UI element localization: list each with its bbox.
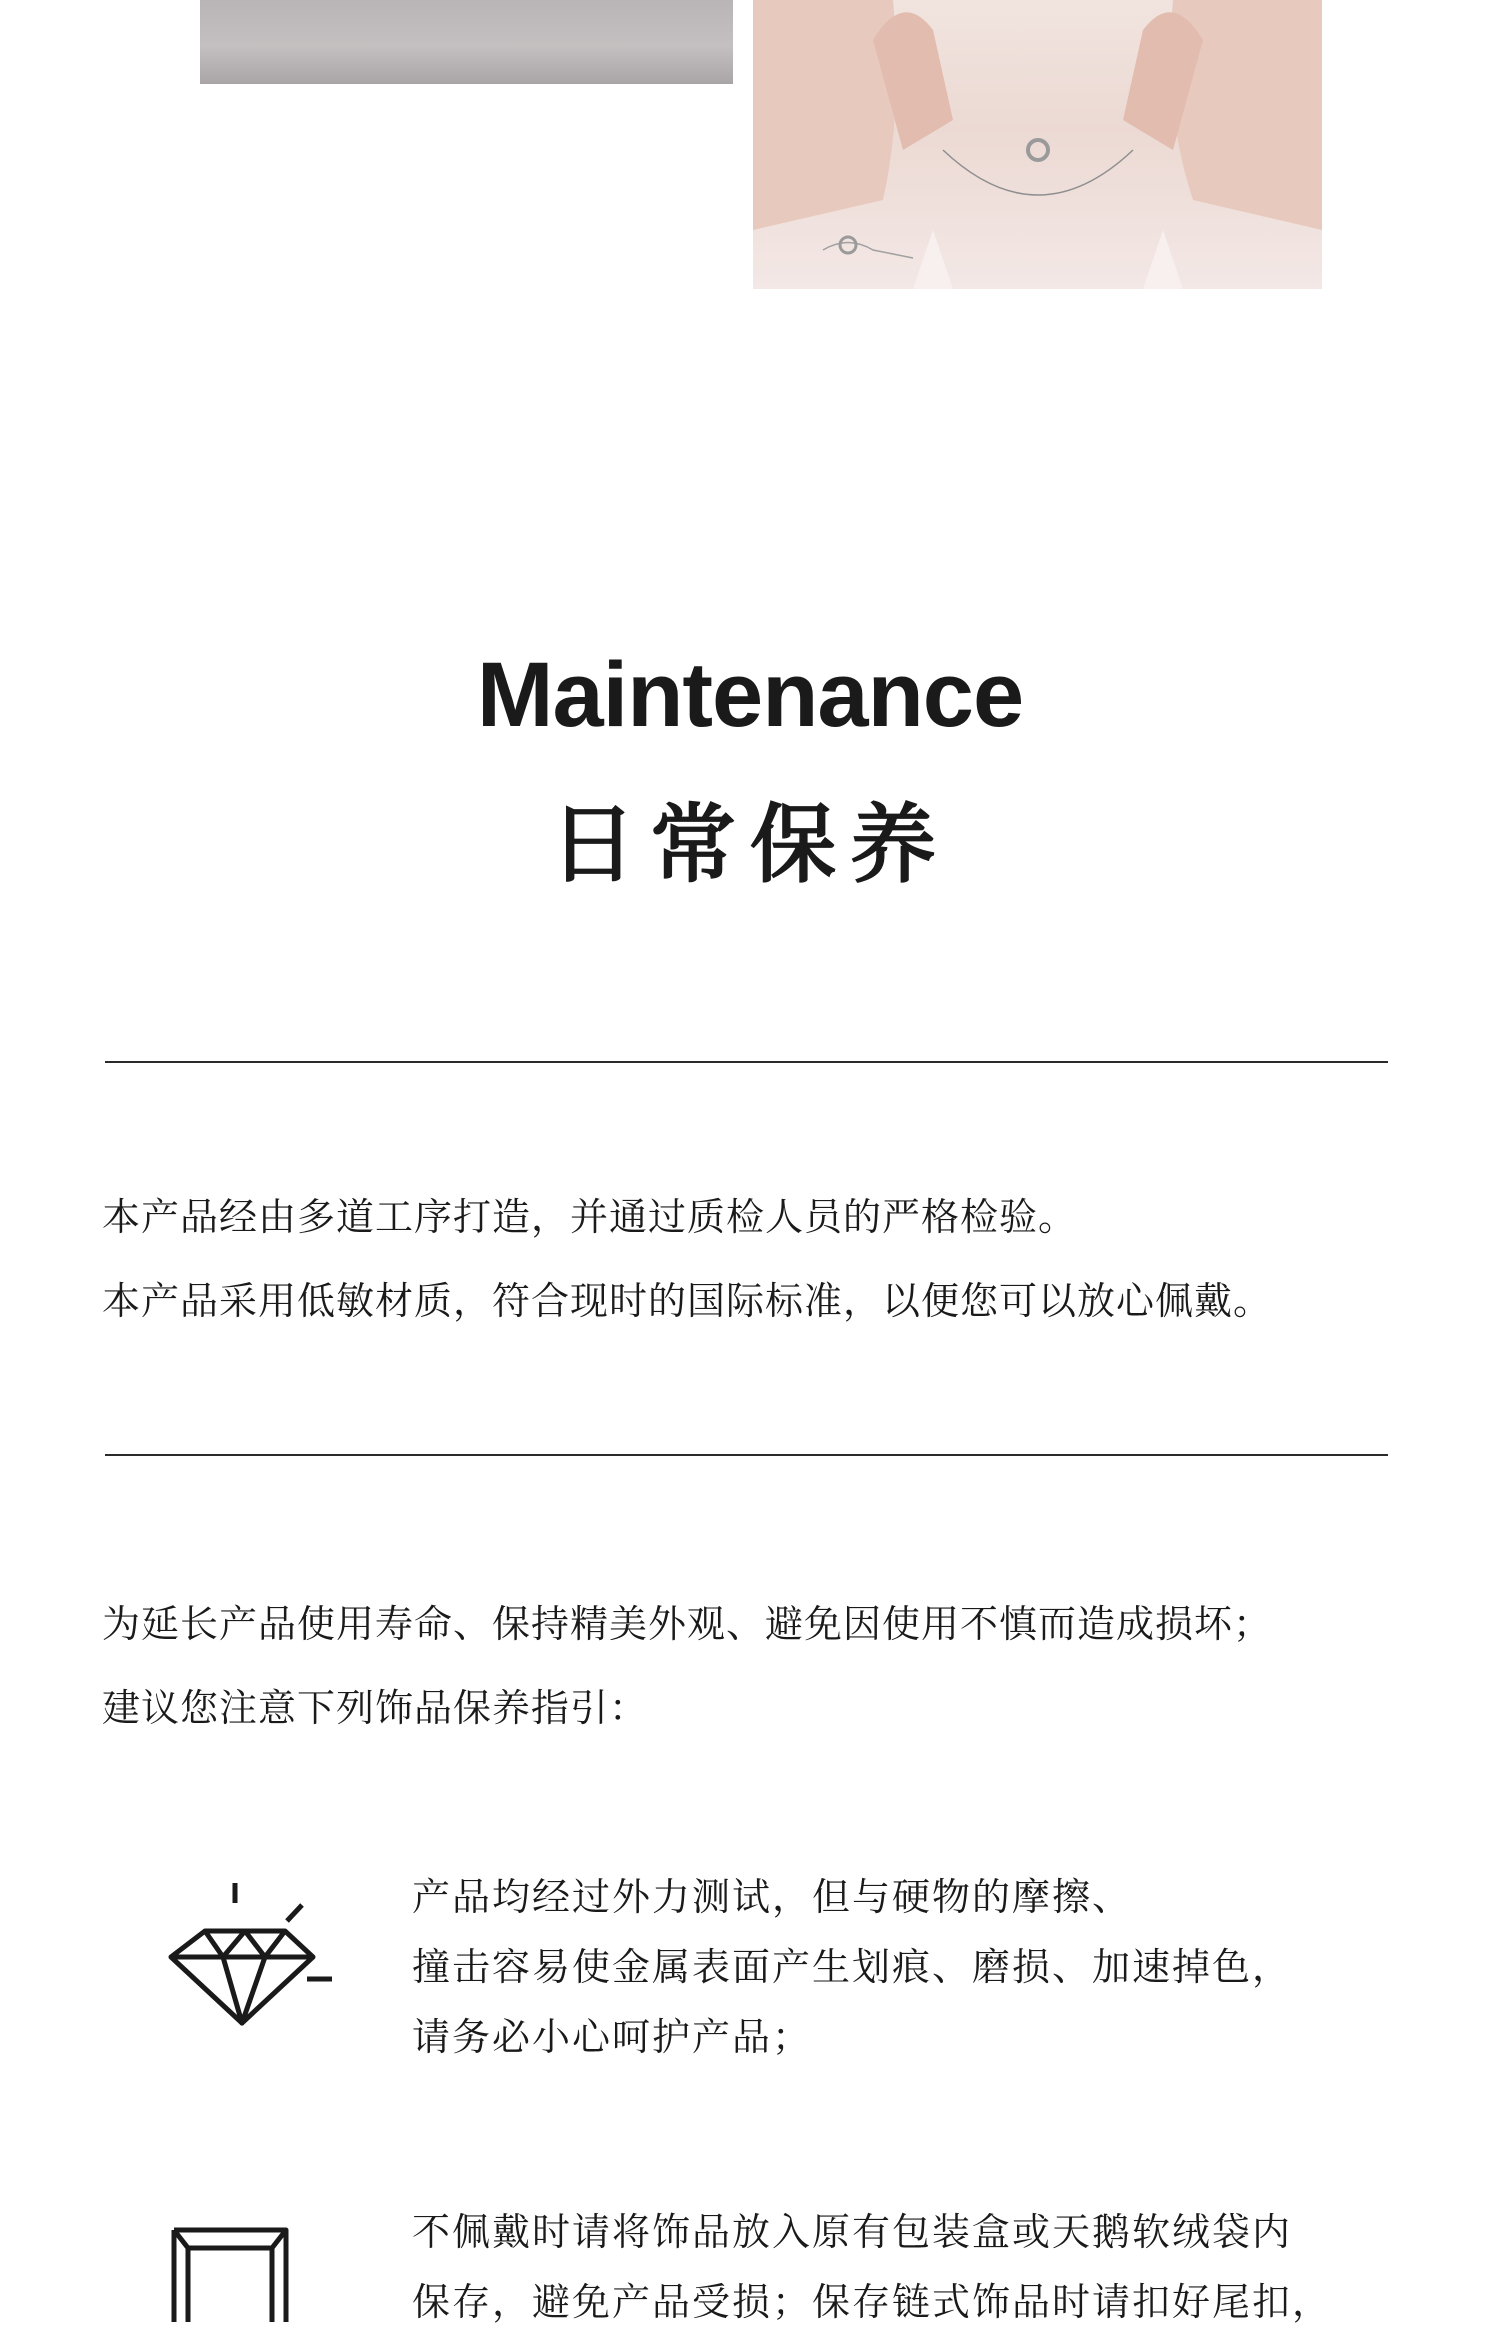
care-line: 不佩戴时请将饰品放入原有包装盒或天鹅软绒袋内 [412,2210,1293,2254]
model-photo [753,0,1322,289]
care-line: 保存，避免产品受损；保存链式饰品时请扣好尾扣， [412,2280,1333,2324]
care-item-text [412,2197,1412,2337]
intro-text [102,1175,1402,1343]
title-en: Maintenance [476,644,1024,746]
diamond-icon [165,1875,345,2035]
title-cn: 日常保养 [550,795,950,895]
advice-line: 建议您注意下列饰品保养指引： [102,1686,649,1730]
care-item-text [412,1862,1412,2072]
product-photo [200,0,733,84]
intro-line: 本产品经由多道工序打造，并通过质检人员的严格检验。 [102,1195,1078,1239]
intro-line: 本产品采用低敏材质，符合现时的国际标准，以便您可以放心佩戴。 [102,1279,1273,1323]
advice-text [102,1582,1402,1750]
care-line: 撞击容易使金属表面产生划痕、磨损、加速掉色， [412,1945,1293,1989]
care-line: 产品均经过外力测试，但与硬物的摩擦、 [412,1875,1133,1919]
care-line: 请务必小心呵护产品； [412,2015,813,2059]
advice-line: 为延长产品使用寿命、保持精美外观、避免因使用不慎而造成损坏； [102,1602,1273,1646]
box-icon [168,2218,298,2322]
divider [105,1454,1388,1456]
divider [105,1061,1388,1063]
